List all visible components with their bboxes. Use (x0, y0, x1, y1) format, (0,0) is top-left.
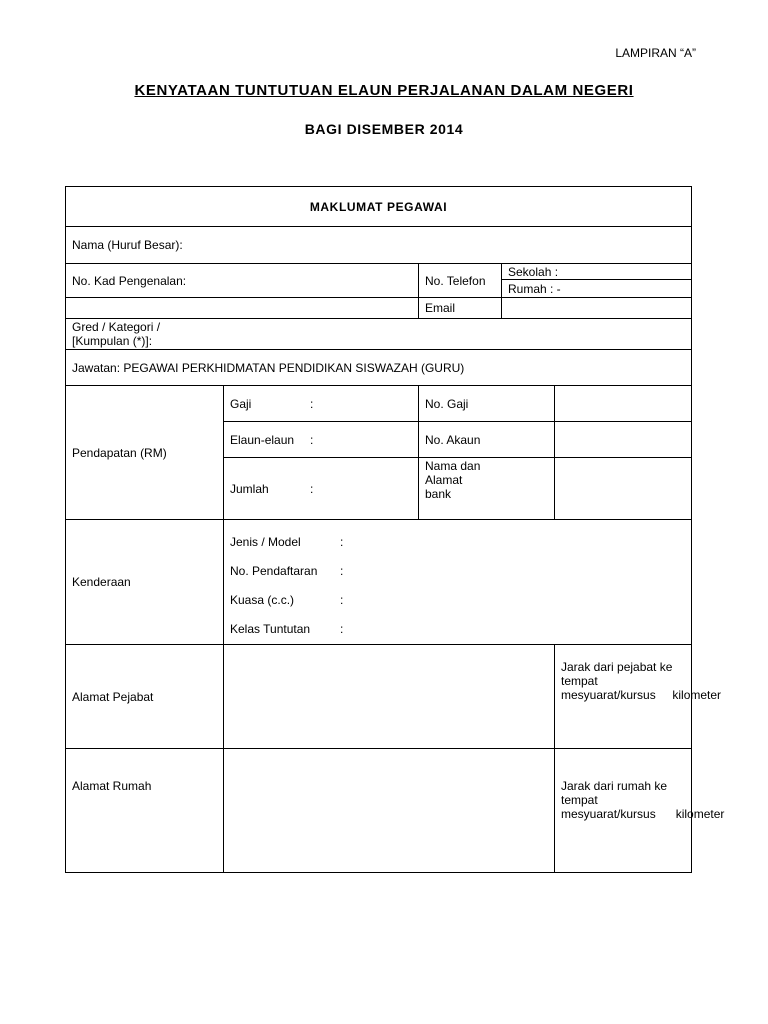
gaji-field[interactable] (224, 386, 419, 422)
bank-field[interactable] (555, 458, 692, 520)
nama-field[interactable]: Nama (Huruf Besar): (66, 227, 692, 264)
document-title-text: KENYATAAN TUNTUTUAN ELAUN PERJALANAN DALAM NEGERI (134, 82, 634, 99)
email-field[interactable] (502, 298, 692, 319)
section-title: MAKLUMAT PEGAWAI (66, 187, 692, 227)
bank-label (419, 458, 555, 520)
kad-pengenalan-blank[interactable] (66, 298, 419, 319)
email-label: Email (419, 298, 502, 319)
kelas-tuntutan-colon: : (340, 622, 344, 636)
no-gaji-label: No. Gaji (419, 386, 555, 422)
jarak-rumah-kursus: mesyuarat/kursus (561, 807, 656, 821)
kenderaan-label: Kenderaan (66, 520, 224, 645)
jarak-rumah-line2 (561, 807, 725, 821)
jawatan-field: Jawatan: PEGAWAI PERKHIDMATAN PENDIDIKAN SISWAZAH (GURU) (66, 350, 692, 386)
gred-label-line1: Gred / Kategori / (72, 320, 161, 334)
jumlah-colon: : (310, 481, 314, 496)
kelas-tuntutan-line (230, 615, 691, 644)
jumlah-label: Jumlah (230, 481, 269, 496)
pendaftaran-colon: : (340, 564, 344, 578)
alamat-pejabat-field[interactable] (224, 645, 555, 749)
jenis-model-line (230, 528, 691, 557)
jarak-pejabat-unit: kilometer (672, 688, 722, 702)
elaun-label: Elaun-elaun (230, 432, 295, 447)
kad-pengenalan-field[interactable]: No. Kad Pengenalan: (66, 264, 419, 298)
pendapatan-label: Pendapatan (RM) (66, 386, 224, 520)
telefon-rumah-field[interactable]: Rumah : - (502, 280, 692, 298)
no-gaji-field[interactable] (555, 386, 692, 422)
gaji-label: Gaji (230, 396, 252, 411)
telefon-label: No. Telefon (419, 264, 502, 298)
bank-label-line1: Nama dan (425, 459, 481, 473)
telefon-sekolah-field[interactable]: Sekolah : (502, 264, 692, 280)
document-title (0, 82, 768, 99)
pendaftaran-label: No. Pendaftaran (230, 564, 318, 578)
kuasa-label: Kuasa (c.c.) (230, 593, 295, 607)
jarak-rumah-line1: Jarak dari rumah ke tempat (561, 779, 668, 807)
alamat-pejabat-label: Alamat Pejabat (66, 645, 224, 749)
no-akaun-label: No. Akaun (419, 422, 555, 458)
alamat-rumah-field[interactable] (224, 749, 555, 873)
no-akaun-field[interactable] (555, 422, 692, 458)
elaun-colon: : (310, 432, 314, 447)
alamat-rumah-label: Alamat Rumah (66, 749, 224, 873)
bank-label-line3: bank (425, 487, 452, 501)
maklumat-pegawai-table (65, 186, 725, 873)
pendaftaran-line (230, 557, 691, 586)
kuasa-colon: : (340, 593, 344, 607)
elaun-field[interactable] (224, 422, 419, 458)
gred-label-line2: [Kumpulan (*)]: (72, 334, 153, 348)
kenderaan-details[interactable] (224, 520, 692, 645)
jarak-rumah-unit: kilometer (675, 807, 725, 821)
jarak-rumah[interactable] (555, 749, 725, 873)
bank-label-line2: Alamat (425, 473, 463, 487)
jarak-pejabat[interactable] (555, 645, 722, 749)
kelas-tuntutan-label: Kelas Tuntutan (230, 622, 311, 636)
document-subtitle: BAGI DISEMBER 2014 (304, 121, 464, 137)
jumlah-field[interactable] (224, 458, 419, 520)
jarak-pejabat-kursus: mesyuarat/kursus (561, 688, 656, 702)
lampiran-label: LAMPIRAN “A” (615, 46, 696, 60)
jenis-model-label: Jenis / Model (230, 535, 301, 549)
gaji-colon: : (310, 396, 314, 411)
jarak-pejabat-line1: Jarak dari pejabat ke tempat (561, 660, 673, 688)
kuasa-line (230, 586, 691, 615)
jenis-model-colon: : (340, 535, 344, 549)
jarak-pejabat-line2 (561, 688, 722, 702)
gred-field[interactable] (66, 319, 692, 350)
